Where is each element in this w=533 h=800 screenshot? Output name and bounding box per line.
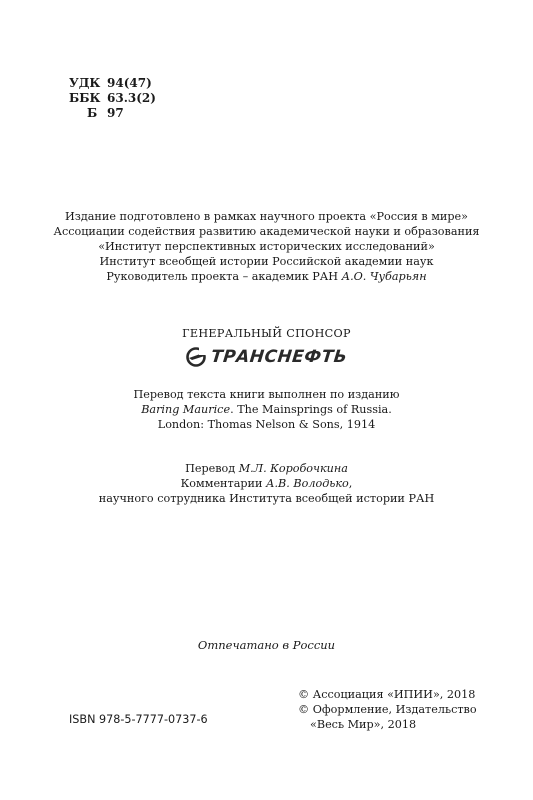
bbk-code: ББК 63.3(2) — [69, 91, 156, 105]
isbn: ISBN 978-5-7777-0737-6 — [69, 713, 208, 726]
intro-line: Институт всеобщей истории Российской академии наук — [99, 255, 434, 268]
credits-block — [40, 461, 493, 506]
transneft-emblem-icon — [186, 347, 208, 367]
translator-line: Перевод М.Л. Коробочкина — [185, 462, 348, 475]
commentator-line: Комментарии А.В. Володько, — [180, 477, 353, 490]
udc-code: УДК 94(47) — [69, 76, 152, 90]
original-title: Baring Maurice. The Mainsprings of Russia. — [141, 403, 392, 416]
copyright-block — [298, 687, 477, 732]
intro-line: Издание подготовлено в рамках научного проекта «Россия в мире» — [65, 210, 468, 223]
copyright-line: © Оформление, Издательство — [298, 703, 477, 716]
transneft-logo — [186, 347, 347, 367]
affiliation-line: научного сотрудника Института всеобщей истории РАН — [98, 492, 435, 505]
copyright-line: © Ассоциация «ИПИИ», 2018 — [298, 688, 476, 701]
sponsor-label: ГЕНЕРАЛЬНЫЙ СПОНСОР — [182, 327, 351, 340]
original-author: Baring Maurice — [141, 403, 231, 416]
intro-line: «Институт перспективных исторических исследований» — [98, 240, 435, 253]
project-lead-name: А.О. Чубарьян — [341, 270, 427, 283]
original-edition: Перевод текста книги выполнен по изданию Baring Maurice. The Mainsprings of Russia. London: Thomas Nelson & Sons, 1914 — [40, 387, 493, 432]
author-mark: Б 97 — [87, 106, 124, 120]
intro-line: Ассоциации содействия развитию академической науки и образования — [53, 225, 480, 238]
printed-in-russia: Отпечатано в России — [197, 638, 336, 652]
copyright-line: «Весь Мир», 2018 — [310, 718, 417, 731]
classification-codes — [69, 76, 156, 121]
project-lead: Руководитель проекта – академик РАН А.О. Чубарьян — [106, 270, 427, 283]
logo-wordmark: ТРАНСНЕФТЬ — [209, 346, 349, 367]
project-statement — [40, 209, 493, 284]
sponsor-block — [40, 326, 493, 371]
original-publisher: London: Thomas Nelson & Sons, 1914 — [157, 418, 376, 431]
